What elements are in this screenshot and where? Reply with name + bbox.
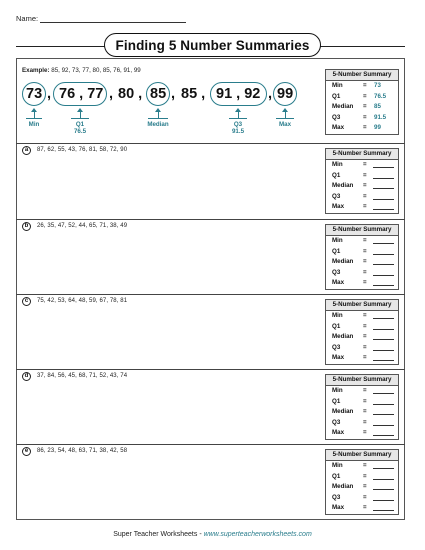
- summary-key: Q1: [332, 92, 341, 100]
- example-numbers: 85, 92, 73, 77, 80, 85, 76, 91, 99: [51, 67, 141, 74]
- footer-link[interactable]: www.superteacherworksheets.com: [203, 531, 312, 538]
- median-label: Median: [147, 121, 169, 128]
- max-arrow-base: [276, 118, 294, 119]
- example-number-80: 80 ,: [118, 86, 143, 102]
- summary-row-median: [326, 102, 398, 113]
- summary-row-q3: [326, 192, 398, 203]
- summary-row-min: [326, 160, 398, 171]
- example-summary-box: [325, 69, 399, 135]
- summary-value: 76.5: [374, 92, 387, 100]
- summary-equals: =: [363, 161, 367, 168]
- name-blank-line[interactable]: [40, 22, 186, 23]
- answer-blank-line[interactable]: [373, 489, 394, 490]
- summary-key: Min: [332, 161, 343, 168]
- answer-blank-line[interactable]: [373, 209, 394, 210]
- summary-equals: =: [363, 182, 367, 190]
- answer-blank-line[interactable]: [373, 178, 394, 179]
- example-number-85b: 85 ,: [181, 86, 206, 102]
- answer-blank-line[interactable]: [373, 393, 394, 394]
- divider-c: [16, 369, 405, 370]
- summary-row-q3: [326, 493, 398, 504]
- answer-blank-line[interactable]: [373, 425, 394, 426]
- footer-separator: -: [197, 531, 204, 538]
- answer-blank-line[interactable]: [373, 414, 394, 415]
- summary-box-b: [325, 224, 399, 290]
- summary-equals: =: [363, 312, 367, 319]
- summary-equals: =: [363, 462, 367, 469]
- summary-equals: =: [363, 247, 367, 255]
- answer-blank-line[interactable]: [373, 318, 394, 319]
- summary-equals: =: [363, 387, 367, 394]
- summary-key: Median: [332, 182, 354, 190]
- divider-b: [16, 294, 405, 295]
- q3-label: Q3: [233, 121, 243, 128]
- summary-key: Median: [332, 483, 354, 491]
- summary-value: 91.5: [374, 113, 387, 121]
- summary-row-min: [326, 461, 398, 472]
- min-arrow-stem: [34, 111, 35, 118]
- summary-key: Max: [332, 354, 345, 362]
- summary-key: Max: [332, 124, 345, 132]
- summary-title: 5-Number Summary: [326, 375, 398, 386]
- summary-row-median: [326, 332, 398, 343]
- divider-example: [16, 143, 405, 144]
- summary-equals: =: [363, 203, 367, 211]
- summary-equals: =: [363, 408, 367, 416]
- summary-box-d: [325, 374, 399, 440]
- problem-letter-a: a: [22, 146, 31, 155]
- problem-numbers-c: 75, 42, 53, 64, 48, 59, 67, 78, 81: [37, 298, 128, 304]
- summary-row-q3: [326, 113, 398, 124]
- summary-value: 73: [374, 82, 381, 89]
- summary-key: Q3: [332, 192, 341, 200]
- summary-equals: =: [363, 113, 367, 121]
- q3-arrow-base: [229, 118, 247, 119]
- summary-equals: =: [363, 279, 367, 287]
- summary-row-q1: [326, 247, 398, 258]
- summary-equals: =: [363, 258, 367, 266]
- summary-equals: =: [363, 103, 367, 111]
- summary-row-median: [326, 181, 398, 192]
- summary-row-q1: [326, 472, 398, 483]
- summary-key: Q3: [332, 493, 341, 501]
- summary-key: Max: [332, 203, 345, 211]
- divider-a: [16, 219, 405, 220]
- summary-key: Q3: [332, 268, 341, 276]
- answer-blank-line[interactable]: [373, 285, 394, 286]
- summary-key: Q1: [332, 322, 341, 330]
- summary-equals: =: [363, 397, 367, 405]
- summary-row-min: [326, 386, 398, 397]
- answer-blank-line[interactable]: [373, 275, 394, 276]
- page-title: Finding 5 Number Summaries: [104, 33, 321, 57]
- answer-blank-line[interactable]: [373, 188, 394, 189]
- summary-row-median: [326, 482, 398, 493]
- summary-row-max: [326, 353, 398, 364]
- summary-equals: =: [363, 124, 367, 132]
- footer: [0, 531, 425, 538]
- example-comma: ,: [171, 86, 176, 102]
- summary-key: Q1: [332, 247, 341, 255]
- problem-letter-e: e: [22, 447, 31, 456]
- answer-blank-line[interactable]: [373, 500, 394, 501]
- summary-key: Max: [332, 504, 345, 512]
- summary-row-min: [326, 81, 398, 92]
- summary-title: 5-Number Summary: [326, 225, 398, 236]
- summary-equals: =: [363, 429, 367, 437]
- summary-row-max: [326, 123, 398, 134]
- summary-key: Min: [332, 82, 343, 89]
- problem-letter-c: c: [22, 297, 31, 306]
- summary-value: 85: [374, 103, 381, 111]
- summary-row-max: [326, 202, 398, 213]
- name-label: Name:: [16, 14, 39, 23]
- answer-blank-line[interactable]: [373, 510, 394, 511]
- answer-blank-line[interactable]: [373, 199, 394, 200]
- example-comma: ,: [109, 86, 114, 102]
- summary-row-q3: [326, 343, 398, 354]
- summary-key: Min: [332, 387, 343, 394]
- summary-box-e: [325, 449, 399, 515]
- summary-row-q1: [326, 397, 398, 408]
- summary-row-q3: [326, 268, 398, 279]
- summary-row-q1: [326, 171, 398, 182]
- q3-arrow-stem: [238, 111, 239, 118]
- summary-equals: =: [363, 268, 367, 276]
- summary-equals: =: [363, 322, 367, 330]
- summary-equals: =: [363, 192, 367, 200]
- summary-row-max: [326, 278, 398, 289]
- summary-key: Max: [332, 279, 345, 287]
- answer-blank-line[interactable]: [373, 360, 394, 361]
- example-text: [22, 67, 141, 74]
- summary-box-a: [325, 148, 399, 214]
- problem-letter-b: b: [22, 222, 31, 231]
- summary-box-c: [325, 299, 399, 365]
- summary-equals: =: [363, 504, 367, 512]
- summary-row-median: [326, 407, 398, 418]
- summary-key: Q1: [332, 397, 341, 405]
- summary-key: Min: [332, 462, 343, 469]
- q1-label: Q1: [75, 121, 85, 128]
- summary-key: Q3: [332, 113, 341, 121]
- q1-arrow-stem: [80, 111, 81, 118]
- min-label: Min: [28, 121, 40, 128]
- summary-value: 99: [374, 124, 381, 132]
- summary-equals: =: [363, 354, 367, 362]
- problem-numbers-a: 87, 62, 55, 43, 76, 81, 58, 72, 90: [37, 147, 128, 153]
- max-label: Max: [278, 121, 292, 128]
- summary-title: 5-Number Summary: [326, 450, 398, 461]
- answer-blank-line[interactable]: [373, 479, 394, 480]
- answer-blank-line[interactable]: [373, 264, 394, 265]
- example-label: Example:: [22, 67, 50, 74]
- summary-equals: =: [363, 82, 367, 89]
- summary-key: Q1: [332, 472, 341, 480]
- answer-blank-line[interactable]: [373, 350, 394, 351]
- summary-key: Q1: [332, 171, 341, 179]
- summary-key: Median: [332, 103, 354, 111]
- summary-equals: =: [363, 237, 367, 244]
- summary-row-min: [326, 311, 398, 322]
- summary-equals: =: [363, 493, 367, 501]
- answer-blank-line[interactable]: [373, 339, 394, 340]
- summary-key: Max: [332, 429, 345, 437]
- summary-equals: =: [363, 483, 367, 491]
- summary-key: Q3: [332, 418, 341, 426]
- summary-row-max: [326, 428, 398, 439]
- summary-row-q1: [326, 322, 398, 333]
- summary-equals: =: [363, 343, 367, 351]
- answer-blank-line[interactable]: [373, 404, 394, 405]
- summary-key: Median: [332, 258, 354, 266]
- summary-equals: =: [363, 472, 367, 480]
- example-comma: ,: [268, 86, 273, 102]
- q1-arrow-base: [71, 118, 89, 119]
- divider-d: [16, 444, 405, 445]
- summary-equals: =: [363, 333, 367, 341]
- example-number-76-77: 76 , 77: [59, 86, 104, 102]
- summary-row-max: [326, 503, 398, 514]
- summary-row-q3: [326, 418, 398, 429]
- summary-row-median: [326, 257, 398, 268]
- max-arrow-stem: [285, 111, 286, 118]
- answer-blank-line[interactable]: [373, 468, 394, 469]
- problem-numbers-b: 26, 35, 47, 52, 44, 65, 71, 38, 49: [37, 223, 128, 229]
- summary-equals: =: [363, 418, 367, 426]
- min-arrow-base: [26, 118, 42, 119]
- example-number-99: 99: [277, 86, 294, 102]
- q1-value-label: 76.5: [73, 128, 87, 135]
- median-arrow-stem: [158, 111, 159, 118]
- summary-title: 5-Number Summary: [326, 300, 398, 311]
- summary-key: Median: [332, 408, 354, 416]
- summary-equals: =: [363, 92, 367, 100]
- example-comma: ,: [47, 86, 52, 102]
- summary-key: Min: [332, 312, 343, 319]
- problem-numbers-e: 86, 23, 54, 48, 63, 71, 38, 42, 58: [37, 448, 128, 454]
- example-number-73: 73: [26, 86, 43, 102]
- summary-row-min: [326, 236, 398, 247]
- answer-blank-line[interactable]: [373, 167, 394, 168]
- problem-letter-d: d: [22, 372, 31, 381]
- answer-blank-line[interactable]: [373, 254, 394, 255]
- summary-equals: =: [363, 171, 367, 179]
- summary-key: Q3: [332, 343, 341, 351]
- answer-blank-line[interactable]: [373, 329, 394, 330]
- answer-blank-line[interactable]: [373, 435, 394, 436]
- example-number-91-92: 91 , 92: [216, 86, 261, 102]
- example-number-85: 85: [150, 86, 167, 102]
- summary-title: 5-Number Summary: [326, 70, 398, 81]
- summary-title: 5-Number Summary: [326, 149, 398, 160]
- summary-row-q1: [326, 92, 398, 103]
- summary-key: Median: [332, 333, 354, 341]
- summary-key: Min: [332, 237, 343, 244]
- q3-value-label: 91.5: [231, 128, 245, 135]
- footer-brand: Super Teacher Worksheets: [113, 531, 198, 538]
- problem-numbers-d: 37, 84, 56, 45, 68, 71, 52, 43, 74: [37, 373, 128, 379]
- answer-blank-line[interactable]: [373, 243, 394, 244]
- median-arrow-base: [148, 118, 168, 119]
